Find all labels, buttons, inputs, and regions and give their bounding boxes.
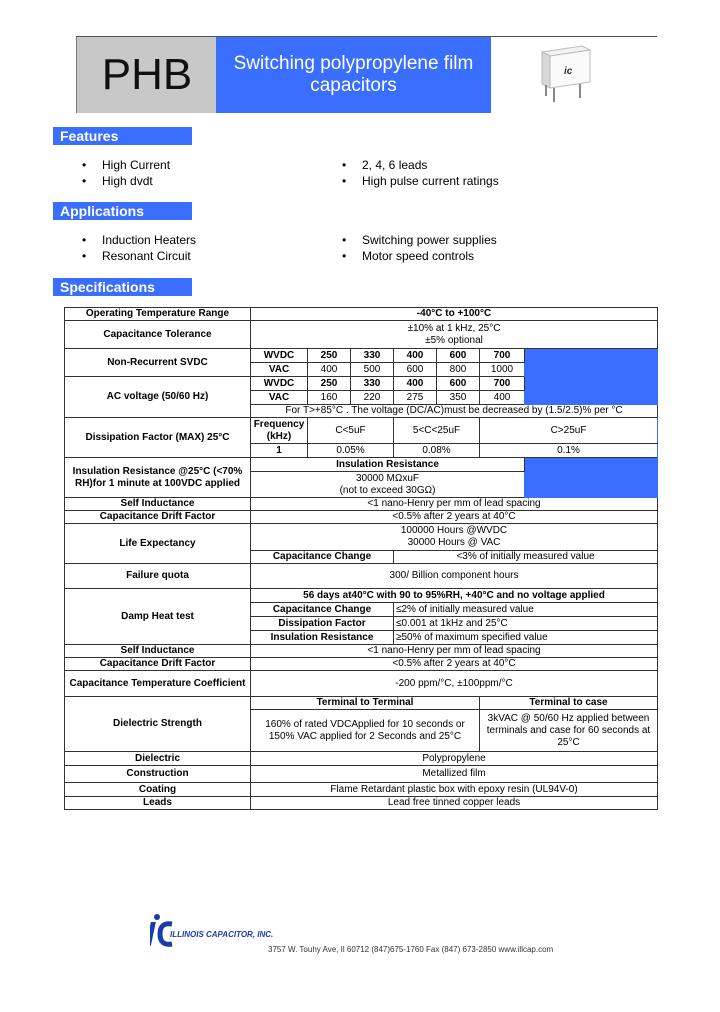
spec-value: WVDC xyxy=(251,377,308,391)
feature-item: • 2, 4, 6 leads xyxy=(362,157,427,173)
spec-value: 56 days at40°C with 90 to 95%RH, +40°C and no voltage applied xyxy=(251,589,658,603)
spec-value: 600 xyxy=(394,363,437,377)
spec-value: 300/ Billion component hours xyxy=(251,564,658,589)
spec-row-op-temp xyxy=(65,308,658,321)
spec-label: Capacitance Drift Factor xyxy=(65,511,251,524)
spec-value-line: 30000 MΩxuF xyxy=(355,472,420,484)
spec-value: <1 nano-Henry per mm of lead spacing xyxy=(251,645,658,658)
title-line-1: Switching polypropylene film xyxy=(233,53,474,74)
spec-row-tempco xyxy=(65,671,658,697)
spec-value: VAC xyxy=(251,391,308,405)
spec-value: -200 ppm/°C, ±100ppm/°C xyxy=(251,671,658,697)
feature-item: • High dvdt xyxy=(102,173,153,189)
spec-value: ≤2% of initially measured value xyxy=(394,603,658,617)
specifications-table xyxy=(64,307,658,810)
spec-value: <0.5% after 2 years at 40°C xyxy=(251,658,658,671)
spec-value: 400 xyxy=(394,377,437,391)
spec-label: Capacitance Tolerance xyxy=(65,321,251,349)
spec-row-dielectric xyxy=(65,752,658,766)
product-code: PHB xyxy=(76,37,217,113)
spec-row-construction xyxy=(65,766,658,783)
spec-value: Frequency (kHz) xyxy=(251,418,308,444)
spec-label: Construction xyxy=(65,766,251,783)
spec-value: Flame Retardant plastic box with epoxy resin (UL94V-0) xyxy=(251,783,658,797)
blue-fill xyxy=(525,349,658,377)
spec-value xyxy=(251,321,658,349)
spec-value: WVDC xyxy=(251,349,308,363)
specifications-heading: Specifications xyxy=(53,278,192,296)
spec-value: Capacitance Change xyxy=(251,603,394,617)
spec-value-line: 30000 Hours @ VAC xyxy=(407,537,501,548)
spec-label: AC voltage (50/60 Hz) xyxy=(65,377,251,418)
spec-label: Dielectric xyxy=(65,752,251,766)
spec-value: 0.08% xyxy=(394,444,480,458)
spec-value-line: ±10% at 1 kHz, 25°C xyxy=(407,322,501,334)
spec-value: Dissipation Factor xyxy=(251,617,394,631)
spec-row-life xyxy=(65,524,658,551)
spec-value: <0.5% after 2 years at 40°C xyxy=(251,511,658,524)
spec-value: 400 xyxy=(480,391,525,405)
spec-value xyxy=(251,524,658,551)
spec-label: Leads xyxy=(65,797,251,810)
spec-label: Coating xyxy=(65,783,251,797)
spec-value: <1 nano-Henry per mm of lead spacing xyxy=(251,498,658,511)
spec-row-drift xyxy=(65,511,658,524)
spec-value: 5<C<25uF xyxy=(394,418,480,444)
capacitor-product-image xyxy=(528,38,602,110)
spec-value: For T>+85°C . The voltage (DC/AC)must be decreased by (1.5/2.5)% per °C xyxy=(251,405,658,418)
spec-value-line: (not to exceed 30GΩ) xyxy=(339,484,436,496)
spec-value: 330 xyxy=(351,349,394,363)
spec-value: ≤0.001 at 1kHz and 25°C xyxy=(394,617,658,631)
feature-item: • High Current xyxy=(102,157,170,173)
spec-label: Life Expectancy xyxy=(65,524,251,564)
spec-value: 160% of rated VDCApplied for 10 seconds or 150% VAC applied for 2 Seconds and 25°C xyxy=(251,710,480,752)
spec-value: Capacitance Change xyxy=(251,551,394,564)
spec-row-ac-voltage xyxy=(65,377,658,391)
spec-label: Self Inductance xyxy=(65,498,251,511)
spec-row-svdc xyxy=(65,349,658,363)
title-line-2: capacitors xyxy=(310,75,397,96)
spec-label: Dielectric Strength xyxy=(65,697,251,752)
spec-value: 330 xyxy=(351,377,394,391)
spec-value: Insulation Resistance xyxy=(251,458,525,472)
spec-label: Operating Temperature Range xyxy=(65,308,251,321)
spec-value xyxy=(251,472,525,498)
spec-row-self-inductance-2 xyxy=(65,645,658,658)
blue-fill xyxy=(525,458,658,498)
spec-value: 700 xyxy=(480,349,525,363)
spec-value: <3% of initially measured value xyxy=(394,551,658,564)
spec-value: 500 xyxy=(351,363,394,377)
spec-value: 1000 xyxy=(480,363,525,377)
spec-value: Insulation Resistance xyxy=(251,631,394,645)
company-name: ILLINOIS CAPACITOR, INC. xyxy=(170,930,274,939)
spec-value-line: 100000 Hours @WVDC xyxy=(400,525,508,536)
spec-label: Capacitance Drift Factor xyxy=(65,658,251,671)
spec-label: Capacitance Temperature Coefficient xyxy=(65,671,251,697)
spec-label: Failure quota xyxy=(65,564,251,589)
spec-value: 350 xyxy=(437,391,480,405)
spec-label: Non-Recurrent SVDC xyxy=(65,349,251,377)
spec-value: C>25uF xyxy=(480,418,658,444)
features-heading: Features xyxy=(53,127,192,145)
spec-value: 400 xyxy=(308,363,351,377)
spec-label: Damp Heat test xyxy=(65,589,251,645)
spec-row-failure xyxy=(65,564,658,589)
spec-value: VAC xyxy=(251,363,308,377)
spec-value: ≥50% of maximum specified value xyxy=(394,631,658,645)
spec-row-drift-2 xyxy=(65,658,658,671)
spec-value: Terminal to Terminal xyxy=(251,697,480,710)
spec-value: 400 xyxy=(394,349,437,363)
spec-row-insulation xyxy=(65,458,658,472)
application-item: • Motor speed controls xyxy=(362,248,474,264)
applications-heading: Applications xyxy=(53,202,192,220)
spec-value: 0.05% xyxy=(308,444,394,458)
spec-row-damp-heat xyxy=(65,589,658,603)
spec-value: 160 xyxy=(308,391,351,405)
spec-row-dielectric-strength xyxy=(65,697,658,710)
spec-value: Polypropylene xyxy=(251,752,658,766)
spec-value: 250 xyxy=(308,349,351,363)
feature-item: • High pulse current ratings xyxy=(362,173,499,189)
blue-fill xyxy=(525,377,658,405)
spec-value: -40°C to +100°C xyxy=(251,308,658,321)
spec-row-leads xyxy=(65,797,658,810)
spec-value: 600 xyxy=(437,377,480,391)
spec-label: Dissipation Factor (MAX) 25°C xyxy=(65,418,251,458)
spec-value: 275 xyxy=(394,391,437,405)
application-item: • Resonant Circuit xyxy=(102,248,191,264)
spec-value-line: ±5% optional xyxy=(425,334,483,346)
spec-value: Terminal to case xyxy=(480,697,658,710)
spec-value: 220 xyxy=(351,391,394,405)
spec-row-coating xyxy=(65,783,658,797)
spec-label: Insulation Resistance @25°C (<70% RH)for 1 minute at 100VDC applied xyxy=(65,458,251,498)
application-item: • Switching power supplies xyxy=(362,232,497,248)
spec-value: Metallized film xyxy=(251,766,658,783)
application-item: • Induction Heaters xyxy=(102,232,196,248)
spec-value: 700 xyxy=(480,377,525,391)
spec-value: 3kVAC @ 50/60 Hz applied between terminals and case for 60 seconds at 25°C xyxy=(480,710,658,752)
spec-value: 800 xyxy=(437,363,480,377)
company-address: 3757 W. Touhy Ave, Il 60712 (847)675-1760 Fax (847) 673-2850 www.illcap.com xyxy=(268,945,554,954)
spec-value: 250 xyxy=(308,377,351,391)
spec-label: Self Inductance xyxy=(65,645,251,658)
spec-row-dissipation xyxy=(65,418,658,444)
spec-value: C<5uF xyxy=(308,418,394,444)
spec-value: 1 xyxy=(251,444,308,458)
product-title xyxy=(216,37,491,113)
spec-value: Lead free tinned copper leads xyxy=(251,797,658,810)
product-image-logo: ic xyxy=(564,66,573,77)
spec-row-cap-tolerance xyxy=(65,321,658,349)
spec-row-self-inductance xyxy=(65,498,658,511)
spec-value: 600 xyxy=(437,349,480,363)
spec-value: 0.1% xyxy=(480,444,658,458)
